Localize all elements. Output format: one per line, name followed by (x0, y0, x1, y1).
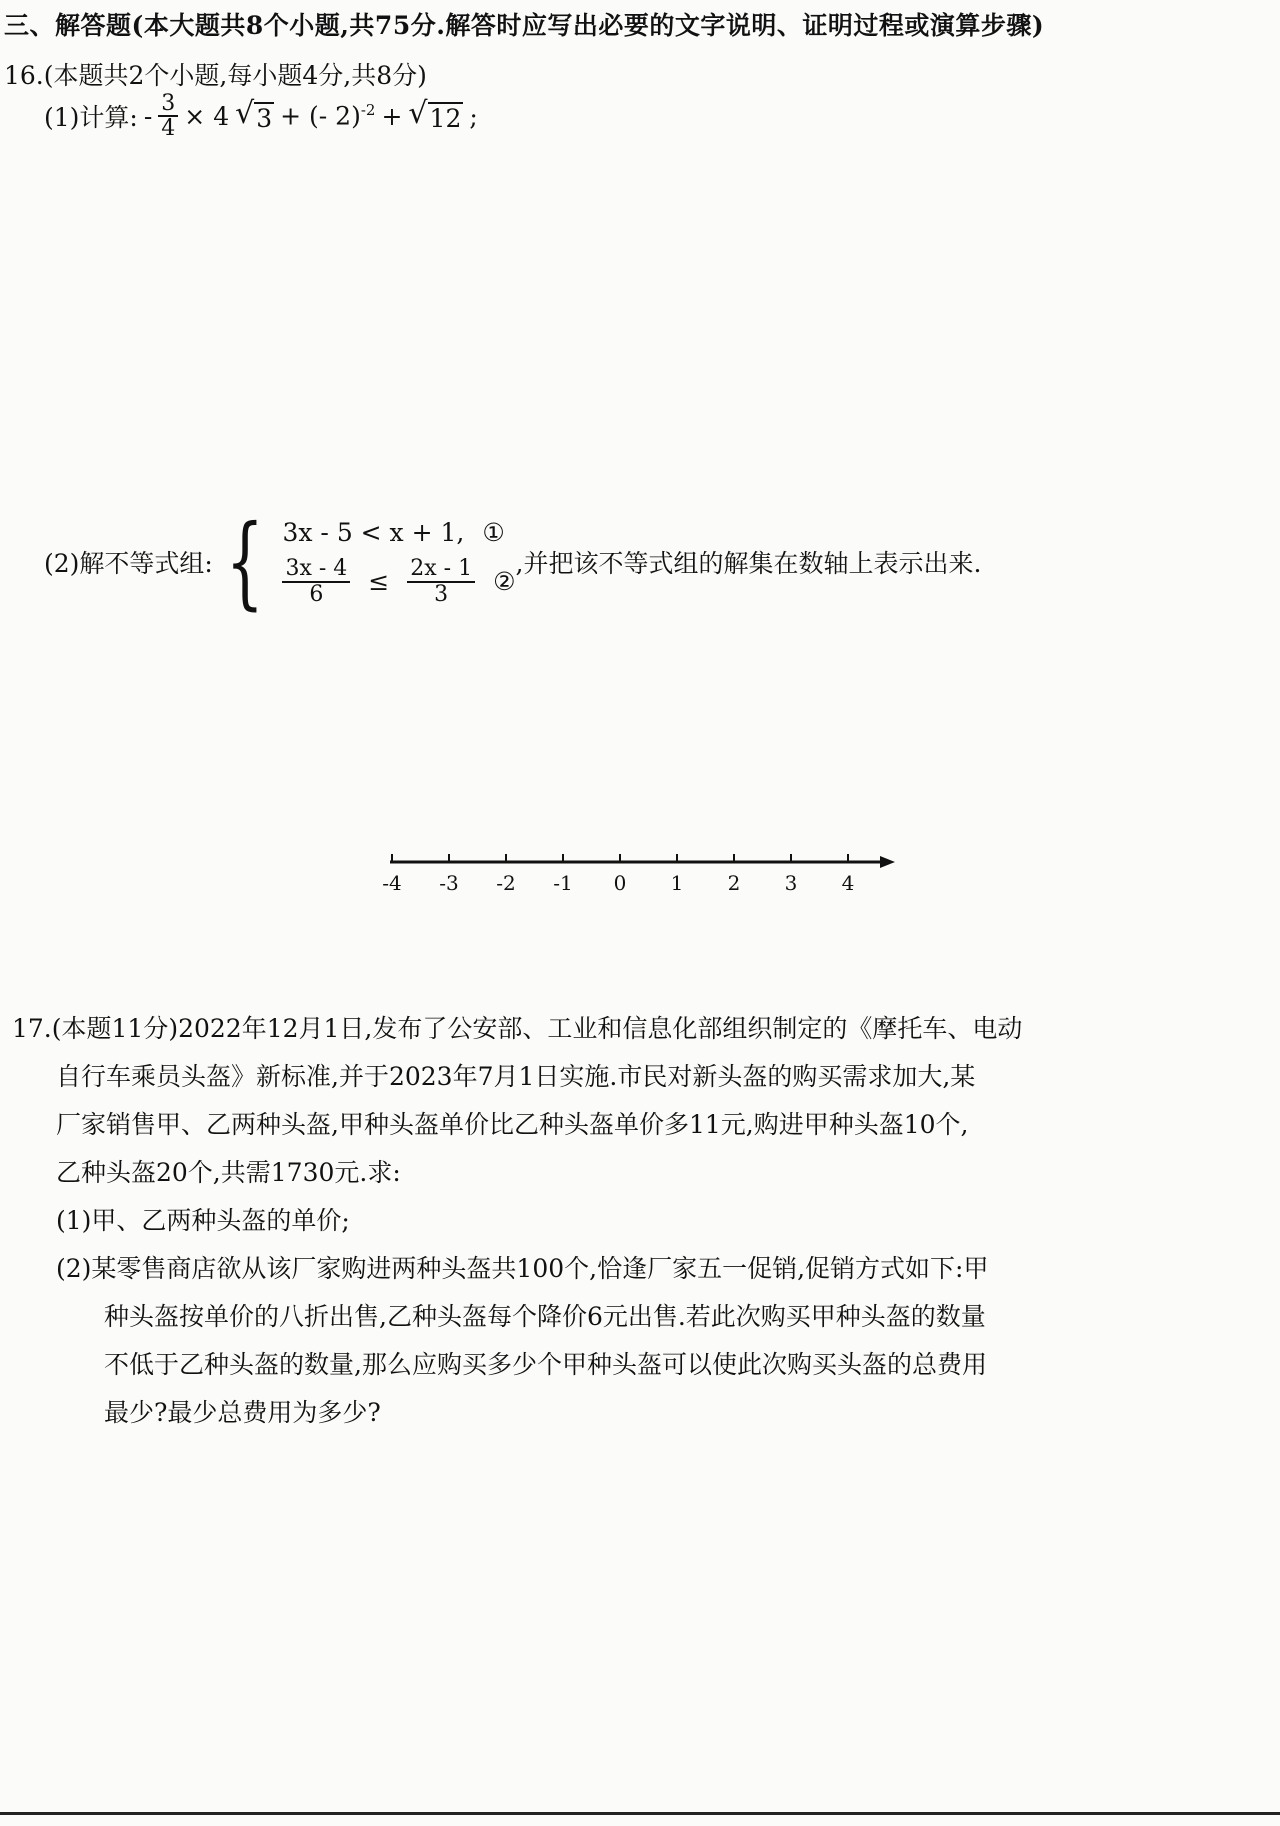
inequality-system (213, 503, 516, 620)
fraction-left: $\frac{3x - 4}{6}$ (282, 557, 350, 605)
plus-neg-two: + (- 2)$^{-2}$ (280, 101, 376, 131)
tick-label: 0 (613, 871, 627, 895)
number-line (380, 840, 900, 900)
exponent: -2 (360, 101, 376, 120)
part2-label: (2)解不等式组: (44, 549, 213, 578)
tick-label: -3 (439, 871, 459, 895)
question-16-header: 16.(本题共2个小题,每小题4分,共8分) (4, 61, 427, 90)
sqrt-three: √ 3 (235, 96, 273, 134)
question-16-part-2 (44, 503, 982, 620)
q17-line-5: (1)甲、乙两种头盔的单价; (56, 1206, 350, 1235)
q17-line-2: 自行车乘员头盔》新标准,并于2023年7月1日实施.市民对新头盔的购买需求加大,某 (56, 1062, 976, 1091)
q17-line-8: 不低于乙种头盔的数量,那么应购买多少个甲种头盔可以使此次购买头盔的总费用 (104, 1350, 987, 1379)
q17-line-9: 最少?最少总费用为多少? (104, 1398, 381, 1427)
q17-line-4: 乙种头盔20个,共需1730元.求: (56, 1158, 401, 1187)
tick-label: 2 (727, 871, 741, 895)
tick-label: -2 (496, 871, 516, 895)
sqrt-twelve: √ 12 (408, 96, 462, 134)
q17-line-6: (2)某零售商店欲从该厂家购进两种头盔共100个,恰逢厂家五一促销,促销方式如下:甲 (56, 1254, 989, 1283)
tick-label: 3 (784, 871, 798, 895)
tick-label: 4 (841, 871, 855, 895)
left-brace: { (225, 503, 264, 620)
q17-line-1: 17.(本题11分)2022年12月1日,发布了公安部、工业和信息化部组织制定的《摩托车、电动 (12, 1014, 1023, 1043)
leq-sign: ≤ (368, 567, 390, 596)
question-16-part-1 (44, 92, 478, 140)
fraction-three-quarters: $\frac{3}{4}$ (158, 92, 178, 140)
page-bottom-rule (0, 1812, 1280, 1815)
part2-tail: ,并把该不等式组的解集在数轴上表示出来. (515, 549, 982, 578)
q17-line-3: 厂家销售甲、乙两种头盔,甲种头盔单价比乙种头盔单价多11元,购进甲种头盔10个, (56, 1110, 969, 1139)
circled-one: ① (482, 518, 505, 548)
plus-sign: + (381, 101, 403, 131)
minus-sign: - (143, 101, 153, 131)
circled-two: ② (493, 567, 516, 596)
times-four: × 4 (184, 101, 230, 131)
inequality-row-2 (282, 557, 515, 605)
tick-label: -4 (382, 871, 402, 895)
inequality-row-1: 3x - 5 < x + 1, ① (282, 518, 505, 548)
q17-line-7: 种头盔按单价的八折出售,乙种头盔每个降价6元出售.若此次购买甲种头盔的数量 (104, 1302, 986, 1331)
question-17 (12, 1005, 1272, 1437)
fraction-right: $\frac{2x - 1}{3}$ (407, 557, 475, 605)
part1-label: (1)计算: (44, 103, 138, 133)
tick-label: -1 (553, 871, 573, 895)
number-line-arrow (880, 856, 895, 868)
tick-label: 1 (670, 871, 684, 895)
section-title: 三、解答题(本大题共8个小题,共75分.解答时应写出必要的文字说明、证明过程或演算步骤) (4, 11, 1045, 40)
semicolon: ; (469, 101, 478, 131)
